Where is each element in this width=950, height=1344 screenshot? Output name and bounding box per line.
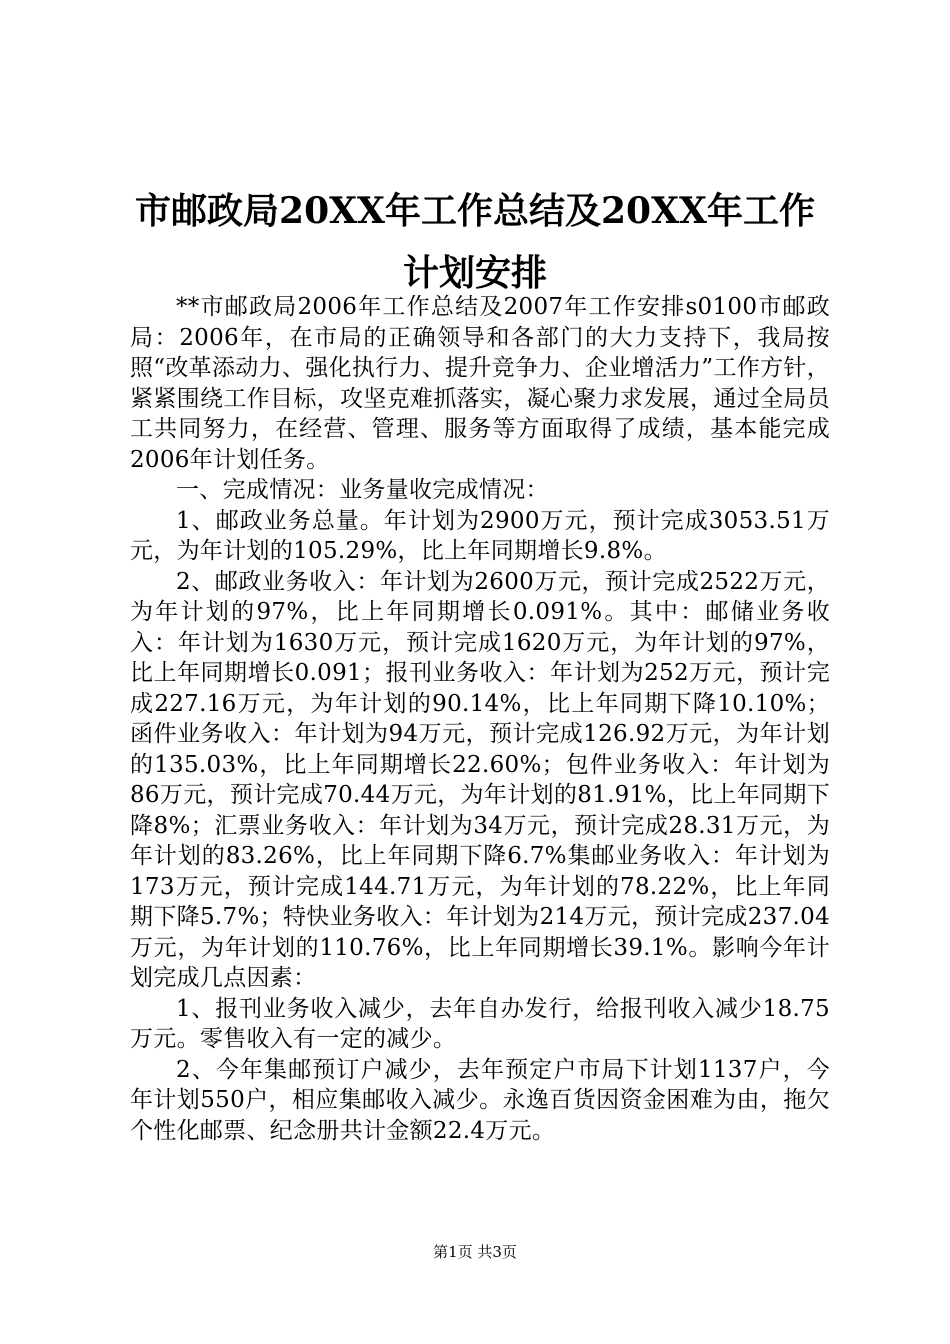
paragraph-intro: **市邮政局2006年工作总结及2007年工作安排s0100市邮政局：2006年，在市局的正确领导和各部门的大力支持下，我局按照“改革添动力、强化执行力、提升竞争力、企业增活力”工作方针，紧紧围绕工作目标，攻坚克难抓落实，凝心聚力求发展，通过全局员工共同努力，在经营、管理、服务等方面取得了成绩，基本能完成2006年计划任务。 bbox=[130, 294, 830, 473]
document-body bbox=[130, 292, 830, 1146]
document-title: 市邮政局20XX年工作总结及20XX年工作计划安排 bbox=[135, 190, 815, 294]
paragraph-business-income: 2、邮政业务收入：年计划为2600万元，预计完成2522万元，为年计划的97%，比上年同期增长0.091%。其中：邮储业务收入：年计划为1630万元，预计完成1620万元，为年计划的97%，比上年同期增长0.091；报刊业务收入：年计划为252万元，预计完成227.16万元，为年计划的90.14%，比上年同期下降10.10%；函件业务收入：年计划为94万元，预计完成126.92万元，为年计划的135.03%，比上年同期增长22.60%；包件业务收入：年计划为86万元，预计完成70.44万元，为年计划的81.91%，比上年同期下降8%；汇票业务收入：年计划为34万元，预计完成28.31万元，为年计划的83.26%，比上年同期下降6.7%集邮业务收入：年计划为173万元，预计完成144.71万元，为年计划的78.22%，比上年同期下降5.7%；特快业务收入：年计划为214万元，预计完成237.04万元，为年计划的110.76%，比上年同期增长39.1%。影响今年计划完成几点因素： bbox=[130, 568, 830, 991]
page-footer: 第1页 共3页 bbox=[433, 1243, 517, 1261]
paragraph-factor-philately: 2、今年集邮预订户减少，去年预定户市局下计划1137户，今年计划550户，相应集邮收入减少。永逸百货因资金困难为由，拖欠个性化邮票、纪念册共计金额22.4万元。 bbox=[130, 1056, 830, 1144]
paragraph-section-heading: 一、完成情况：业务量收完成情况： bbox=[176, 477, 549, 503]
paragraph-factor-newspaper: 1、报刊业务收入减少，去年自办发行，给报刊收入减少18.75万元。零售收入有一定的减少。 bbox=[130, 995, 830, 1052]
paragraph-total-volume: 1、邮政业务总量。年计划为2900万元，预计完成3053.51万元，为年计划的105.29%，比上年同期增长9.8%。 bbox=[130, 507, 830, 564]
